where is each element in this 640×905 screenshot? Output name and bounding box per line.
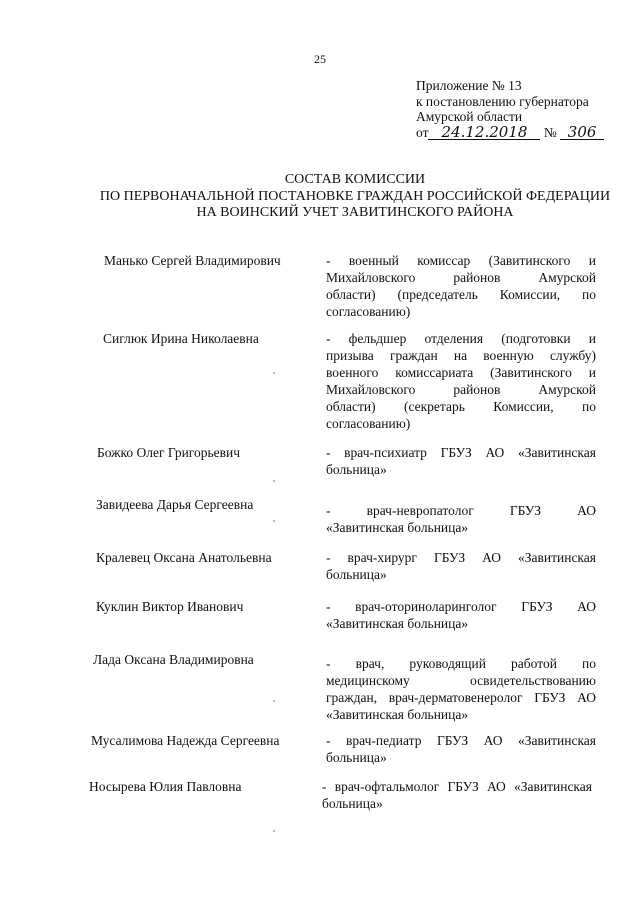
member-role: - врач-невропатолог ГБУЗ АО «Завитинская больница» bbox=[326, 503, 596, 535]
member-role: - врач-оториноларинголог ГБУЗ АО «Завитинская больница» bbox=[326, 599, 596, 631]
title-line: СОСТАВ КОМИССИИ bbox=[284, 172, 426, 187]
appendix-block bbox=[416, 78, 604, 140]
member-name: Завидеева Дарья Сергеевна bbox=[96, 497, 254, 512]
appendix-line: Приложение № 13 bbox=[416, 78, 522, 93]
member-name: Божко Олег Григорьевич bbox=[97, 445, 241, 460]
member-role: - врач-хирург ГБУЗ АО «Завитинская больница» bbox=[326, 550, 596, 582]
appendix-date-line bbox=[416, 122, 604, 141]
handwritten-date: 24.12.2018 bbox=[428, 125, 540, 140]
member-role: - врач-офтальмолог ГБУЗ АО «Завитинская больница» bbox=[322, 779, 592, 811]
document-title bbox=[0, 172, 640, 222]
appendix-line: к постановлению губернатора bbox=[416, 93, 589, 109]
member-name: Мусалимова Надежда Сергеевна bbox=[91, 733, 280, 748]
scan-speck bbox=[273, 520, 275, 522]
member-role: - врач-педиатр ГБУЗ АО «Завитинская больница» bbox=[326, 733, 596, 765]
member-role: - военный комиссар (Завитинского и Михайловского районов Амурской области) (председатель Комиссии, по согласованию) bbox=[326, 253, 596, 319]
title-line: ПО ПЕРВОНАЧАЛЬНОЙ ПОСТАНОВКЕ ГРАЖДАН РОССИЙСКОЙ ФЕДЕРАЦИИ bbox=[99, 188, 611, 204]
member-name: Сиглюк Ирина Николаевна bbox=[103, 331, 259, 346]
member-name: Кралевец Оксана Анатольевна bbox=[96, 550, 272, 565]
appendix-line: Амурской области bbox=[416, 109, 523, 124]
title-line: НА ВОИНСКИЙ УЧЕТ ЗАВИТИНСКОГО РАЙОНА bbox=[196, 205, 514, 220]
scan-speck bbox=[273, 830, 275, 832]
handwritten-number: 306 bbox=[560, 125, 604, 140]
member-role: - фельдшер отделения (подготовки и призыва граждан на военную службу) военного комиссариата (Завитинского и Михайловского районов Амурской области) (секретарь Комиссии, по согласованию) bbox=[326, 331, 596, 431]
member-name: Куклин Виктор Иванович bbox=[96, 599, 244, 614]
page-number: 25 bbox=[314, 52, 326, 66]
scan-speck bbox=[273, 480, 275, 482]
date-prefix: от bbox=[416, 124, 429, 140]
member-name: Носырева Юлия Павловна bbox=[89, 779, 242, 794]
member-role: - врач, руководящий работой по медицинскому освидетельствованию граждан, врач-дерматовенеролог ГБУЗ АО «Завитинская больница» bbox=[326, 656, 596, 722]
scan-speck bbox=[273, 700, 275, 702]
number-prefix: № bbox=[543, 124, 557, 140]
member-role: - врач-психиатр ГБУЗ АО «Завитинская больница» bbox=[326, 445, 596, 477]
member-name: Манько Сергей Владимирович bbox=[104, 253, 281, 268]
scan-speck bbox=[273, 372, 275, 374]
member-name: Лада Оксана Владимировна bbox=[93, 652, 254, 667]
